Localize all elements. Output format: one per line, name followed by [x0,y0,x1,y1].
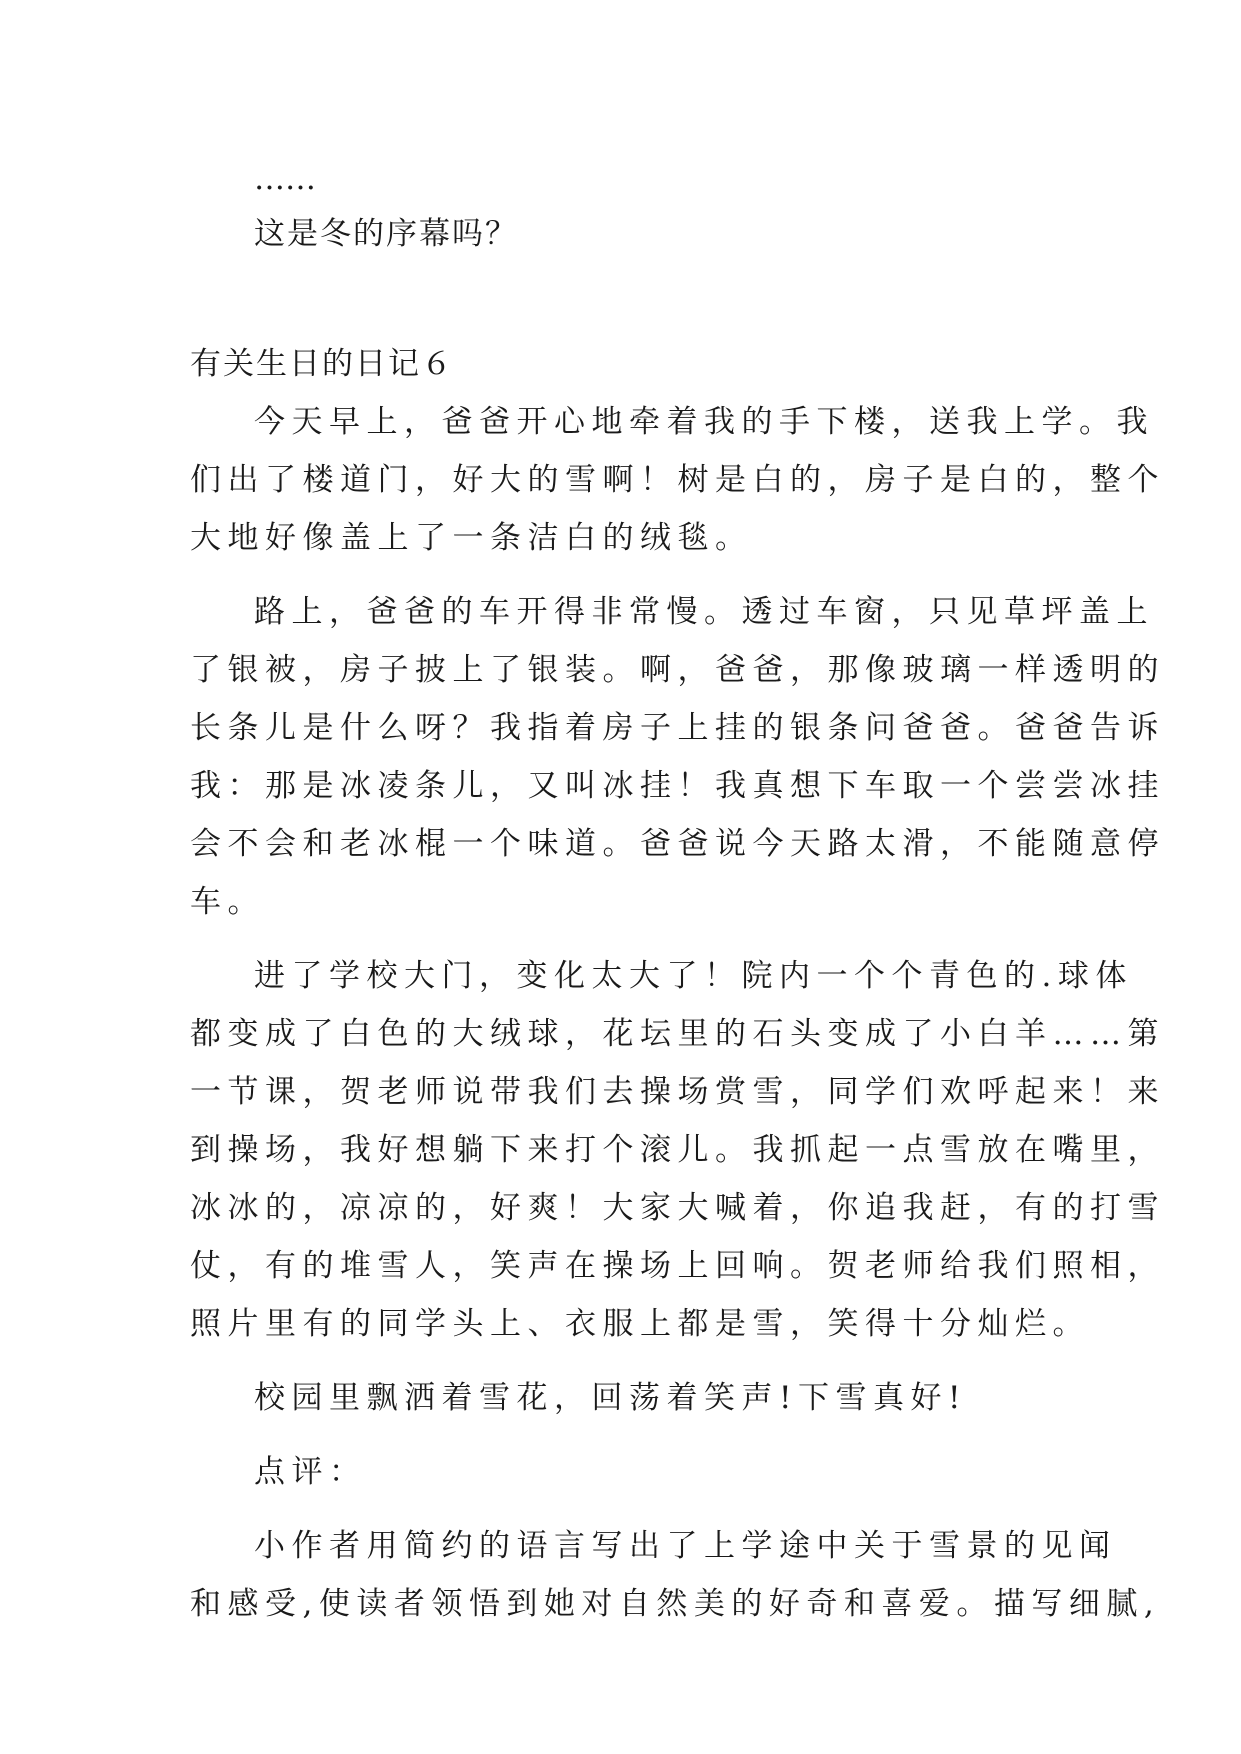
paragraph-line: 仗，有的堆雪人，笑声在操场上回响。贺老师给我们照相， [190,1248,1165,1284]
paragraph-line: 进了学校大门，变化太大了！院内一个个青色的.球体 [254,958,1133,994]
paragraph-line: 和感受,使读者领悟到她对自然美的好奇和喜爱。描写细腻, [190,1586,1161,1622]
paragraph-line: 们出了楼道门，好大的雪啊！树是白的，房子是白的，整个 [190,462,1165,498]
ellipsis-line: …… [254,161,316,197]
paragraph-line: 校园里飘洒着雪花，回荡着笑声!下雪真好! [254,1380,967,1416]
paragraph-line: 今天早上，爸爸开心地牵着我的手下楼，送我上学。我 [254,404,1154,440]
paragraph-line: 会不会和老冰棍一个味道。爸爸说今天路太滑，不能随意停 [190,826,1165,862]
paragraph-line: 了银被，房子披上了银装。啊，爸爸，那像玻璃一样透明的 [190,652,1165,688]
paragraph-line: 大地好像盖上了一条洁白的绒毯。 [190,520,753,556]
paragraph-line: 照片里有的同学头上、衣服上都是雪，笑得十分灿烂。 [190,1306,1090,1342]
paragraph-line: 都变成了白色的大绒球，花坛里的石头变成了小白羊……第 [190,1016,1165,1052]
paragraph-line: 长条儿是什么呀？我指着房子上挂的银条问爸爸。爸爸告诉 [190,710,1165,746]
review-label: 点评： [254,1454,367,1490]
paragraph-line: 小作者用简约的语言写出了上学途中关于雪景的见闻 [254,1528,1117,1564]
paragraph-line: 路上，爸爸的车开得非常慢。透过车窗，只见草坪盖上 [254,594,1154,630]
document-body [190,155,1165,1649]
paragraph-line: 一节课，贺老师说带我们去操场赏雪，同学们欢呼起来！来 [190,1074,1165,1110]
paragraph-line: 到操场，我好想躺下来打个滚儿。我抓起一点雪放在嘴里， [190,1132,1165,1168]
paragraph-line: 车。 [190,884,265,920]
paragraph-line: 我：那是冰凌条儿，又叫冰挂！我真想下车取一个尝尝冰挂 [190,768,1165,804]
paragraph-line: 冰冰的，凉凉的，好爽！大家大喊着，你追我赶，有的打雪 [190,1190,1165,1226]
section-title: 有关生日的日记６ [190,346,454,382]
intro-question: 这是冬的序幕吗？ [254,216,518,252]
